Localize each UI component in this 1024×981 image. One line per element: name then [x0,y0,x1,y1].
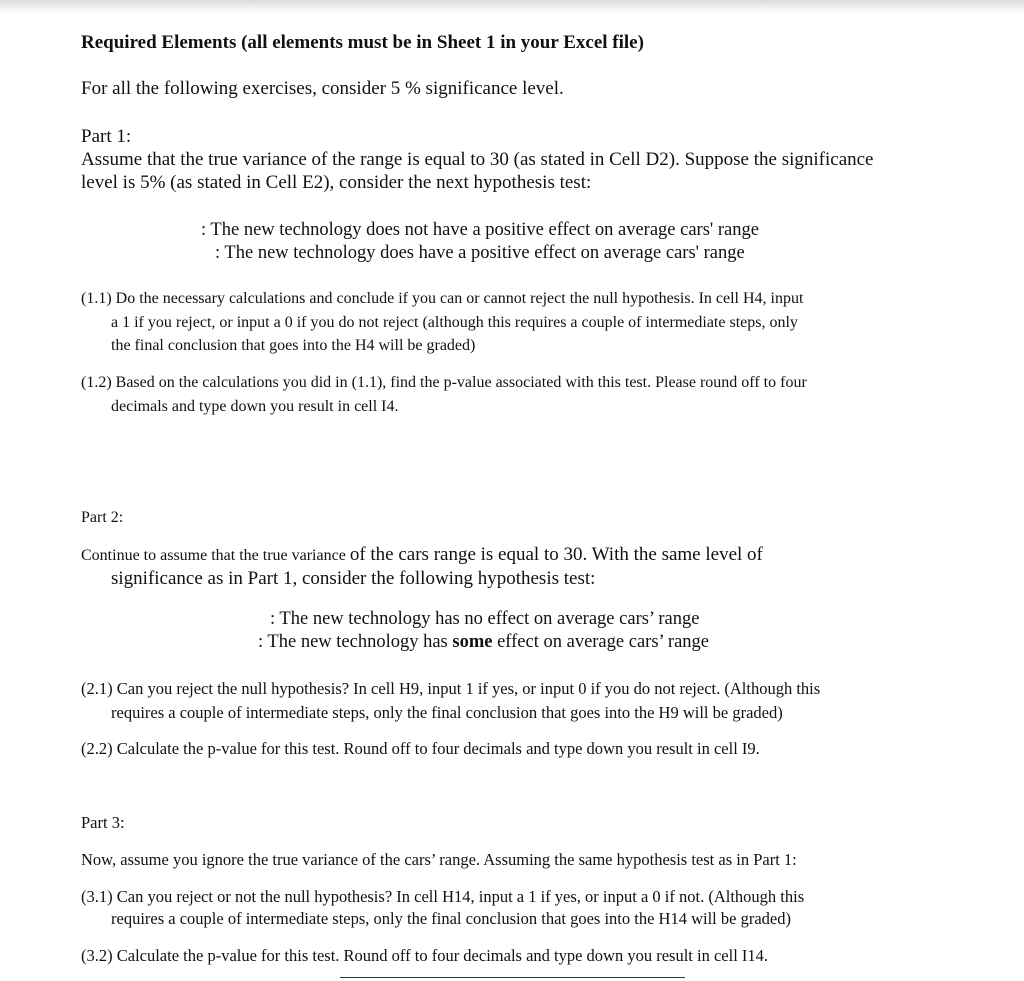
part1-question1-line1: (1.1) Do the necessary calculations and conclude if you can or cannot reject the null hypothesis. In cell H4, input [81,290,804,307]
part1-question2-line2: decimals and type down you result in cell I4. [111,398,399,415]
part2-label: Part 2: [81,509,124,526]
part2-text-line2: significance as in Part 1, consider the following hypothesis test: [111,568,596,589]
part2-question2-line1: (2.2) Calculate the p-value for this test. Round off to four decimals and type down you result in cell I9. [81,739,760,758]
top-shadow [0,0,1024,14]
part3-text-line1: Now, assume you ignore the true variance of the cars’ range. Assuming the same hypothesis test as in Part 1: [81,850,797,869]
part1-text-line1: Assume that the true variance of the range is equal to 30 (as stated in Cell D2). Suppose the significance [81,149,874,170]
part3-label: Part 3: [81,813,125,832]
part1-question1-line3: the final conclusion that goes into the H4 will be graded) [111,337,476,354]
part1-label: Part 1: [81,126,132,147]
part2-text-line1 [81,543,763,568]
part2-text-line1-end: of the cars range is equal to 30. With the same level of [349,544,763,565]
part2-alt-hypothesis-start: : The new technology has [258,632,453,652]
intro-text: For all the following exercises, consider 5 % significance level. [81,78,564,99]
bottom-divider [340,977,685,978]
part2-alt-hypothesis [258,631,709,654]
part1-question1-line2: a 1 if you reject, or input a 0 if you do not reject (although this requires a couple of intermediate steps, only [111,314,798,331]
part1-alt-hypothesis: : The new technology does have a positive effect on average cars' range [215,243,745,263]
part2-null-hypothesis: : The new technology has no effect on average cars’ range [270,609,700,629]
part2-question1-line1: (2.1) Can you reject the null hypothesis? In cell H9, input 1 if yes, or input 0 if you do not reject. (Although this [81,679,821,698]
part2-question1-line2: requires a couple of intermediate steps, only the final conclusion that goes into the H9 will be graded) [111,703,783,722]
part3-question1-line2: requires a couple of intermediate steps, only the final conclusion that goes into the H14 will be graded) [111,909,791,928]
part2-alt-hypothesis-bold: some [452,632,493,652]
part1-text-line2: level is 5% (as stated in Cell E2), consider the next hypothesis test: [81,172,592,193]
part2-alt-hypothesis-end: effect on average cars’ range [492,632,710,652]
part3-question1-line1: (3.1) Can you reject or not the null hypothesis? In cell H14, input a 1 if yes, or input a 0 if not. (Although this [81,887,805,906]
part2-text-line1-start: Continue to assume that the true variance [81,547,350,564]
part3-question2-line1: (3.2) Calculate the p-value for this test. Round off to four decimals and type down you result in cell I14. [81,946,769,965]
page-heading: Required Elements (all elements must be in Sheet 1 in your Excel file) [81,32,644,53]
part1-null-hypothesis: : The new technology does not have a positive effect on average cars' range [201,220,759,240]
part1-question2-line1: (1.2) Based on the calculations you did in (1.1), find the p-value associated with this test. Please round off to four [81,374,807,391]
